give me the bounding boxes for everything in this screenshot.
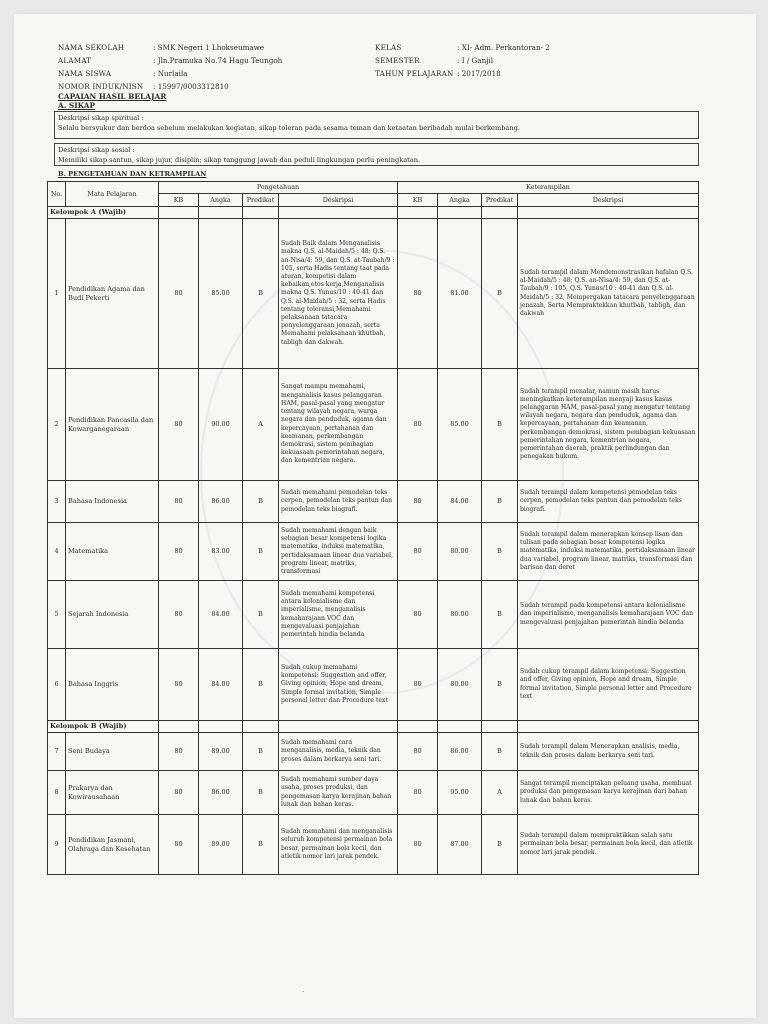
info-value: : SMK Negeri 1 Lhokseumawe: [153, 43, 265, 52]
footer-mark: .: [302, 985, 305, 994]
angka-keterampilan: 87.00: [438, 815, 482, 875]
row-number: 1: [48, 219, 66, 369]
kb-pengetahuan: 80: [159, 771, 199, 815]
kb-pengetahuan: 80: [159, 733, 199, 771]
angka-keterampilan: 86.00: [438, 733, 482, 771]
deskripsi-pengetahuan: Sudah memahami dan menganalisis seluruh kompetensi permainan bola besar, permainan bola kecil, dan atletik nomor lari jarak pendek.: [279, 815, 398, 875]
info-value: : Nurlaila: [153, 69, 188, 78]
subject-name: Pendidikan Agama dan Budi Pekerti: [66, 219, 159, 369]
subject-name: Bahasa Inggris: [66, 649, 159, 721]
grades-table: [47, 181, 699, 875]
info-row: [58, 41, 282, 54]
info-row: [375, 41, 550, 54]
info-value: : Jln.Pramuka No.74 Hagu Teungoh: [153, 56, 283, 65]
kb-keterampilan: 80: [398, 581, 438, 649]
sikap-heading: A. SIKAP: [58, 101, 96, 110]
kb-keterampilan: 80: [398, 649, 438, 721]
predikat-keterampilan: B: [482, 581, 518, 649]
subject-name: Pendidikan Jasmani, Olahraga dan Kesehatan: [66, 815, 159, 875]
info-row: [58, 54, 282, 67]
subject-row: [48, 369, 699, 481]
predikat-pengetahuan: B: [243, 815, 279, 875]
info-row: [375, 67, 550, 80]
kb-pengetahuan: 80: [159, 523, 199, 581]
info-row: [58, 67, 282, 80]
deskripsi-keterampilan: Sudah terampil dalam menerapkan konsep lisan dan tulisan pada sebagian besar kompetensi logika matematika, induksi matematika, pertidaksamaan linear dua variabel, program linear, matriks, transformasi dan barisan dan deret: [518, 523, 699, 581]
info-value: : 2017/2018: [457, 69, 501, 78]
predikat-keterampilan: B: [482, 523, 518, 581]
info-label: NOMOR INDUK/NISN: [58, 82, 144, 91]
angka-pengetahuan: 89.00: [199, 815, 243, 875]
student-info-right: [375, 41, 550, 80]
info-value: : XI- Adm. Perkantoran- 2: [457, 43, 550, 52]
predikat-keterampilan: B: [482, 649, 518, 721]
kb-pengetahuan: 80: [159, 481, 199, 523]
angka-pengetahuan: 85.00: [199, 219, 243, 369]
kb-pengetahuan: 80: [159, 219, 199, 369]
kb-pengetahuan: 80: [159, 649, 199, 721]
subject-name: Prakarya dan Kewirausahaan: [66, 771, 159, 815]
deskripsi-pengetahuan: Sudah memahami kompetensi antara kolonialisme dan imperialisme, menganalisis kemaharajaan VOC dan mengevaluasi penjajahan pemerintah hindia belanda: [279, 581, 398, 649]
deskripsi-keterampilan: Sangat terampil menciptakan peluang usaha, membuat produksi dan pengemasan karya kerajinan dari bahan lunak dan bahan keras.: [518, 771, 699, 815]
kb-keterampilan: 80: [398, 733, 438, 771]
info-label: SEMESTER: [375, 56, 420, 65]
subject-row: [48, 815, 699, 875]
row-number: 7: [48, 733, 66, 771]
kb-pengetahuan: 80: [159, 369, 199, 481]
subject-row: [48, 219, 699, 369]
angka-keterampilan: 80.00: [438, 649, 482, 721]
kb-pengetahuan: 80: [159, 815, 199, 875]
predikat-keterampilan: B: [482, 369, 518, 481]
sosial-label: Deskripsi sikap sosial :: [58, 146, 135, 154]
predikat-keterampilan: A: [482, 771, 518, 815]
header-predikat: Predikat: [243, 194, 279, 207]
predikat-pengetahuan: B: [243, 581, 279, 649]
sosial-text: Memiliki sikap santun, sikap jujur, disiplin; sikap tanggung jawab dan peduli lingkungan perlu peningkatan.: [58, 156, 421, 164]
info-label: ALAMAT: [58, 56, 92, 65]
header-predikat: Predikat: [482, 194, 518, 207]
header-angka: Angka: [438, 194, 482, 207]
predikat-pengetahuan: A: [243, 369, 279, 481]
subject-row: [48, 581, 699, 649]
group-row: [48, 207, 699, 219]
student-info-left: [58, 41, 282, 93]
deskripsi-pengetahuan: Sudah memahami sumber daya usaha, proses produksi, dan pengemasan karya kerajinan bahan lunak dan bahan keras.: [279, 771, 398, 815]
subject-name: Seni Budaya: [66, 733, 159, 771]
group-row: [48, 721, 699, 733]
kb-pengetahuan: 80: [159, 581, 199, 649]
kb-keterampilan: 80: [398, 219, 438, 369]
angka-pengetahuan: 84.00: [199, 649, 243, 721]
row-number: 3: [48, 481, 66, 523]
predikat-pengetahuan: B: [243, 481, 279, 523]
row-number: 4: [48, 523, 66, 581]
deskripsi-keterampilan: Sudah terampil dalam Mendemonstrasikan hafalan Q.S. al-Maidah/5 : 48; Q.S. an-Nisa/4: 59, dan Q.S. at-Taubah/9 : 105, Q.S. Yunus/10 : 40-41 dan Q.S. al-Maidah/5 : 32, Mempergakan tatacara penyelenggaraan jenazah, Serta Mempraktekkan khutbah, tabligh, dan dakwah: [518, 219, 699, 369]
kb-keterampilan: 80: [398, 771, 438, 815]
deskripsi-pengetahuan: Sangat mampu memahami, menganalisis kasus pelanggaran HAM, pasal-pasal yang mengatur tentang wilayah negara, warga negara dan penduduk, agama dan kepercayaan, pertahanan dan keamanan, perkembangan demokrasi, sistem pembagian kekuasaan pemerintahan negara, dan kementrian negara.: [279, 369, 398, 481]
subject-name: Matematika: [66, 523, 159, 581]
predikat-keterampilan: B: [482, 815, 518, 875]
subject-row: [48, 733, 699, 771]
angka-pengetahuan: 86.00: [199, 481, 243, 523]
angka-pengetahuan: 89.00: [199, 733, 243, 771]
deskripsi-keterampilan: Sudah terampil menalar, namun masih harus meningkatkan keterampilan menyaji kasus kasus pelanggaran HAM, pasal-pasal yang mengatur tentang wilayah negara, negara dan penduduk, agama dan kepercayaan, pertahanan dan keamanan, perkembangan demokrasi, sistem pembagian kekuasaan pemerintahan negara, kementrian negara, pemerintahan daerah, praktik perlindungan dan penegakan hukum.: [518, 369, 699, 481]
angka-keterampilan: 85.00: [438, 369, 482, 481]
subject-name: Sejarah Indonesia: [66, 581, 159, 649]
deskripsi-pengetahuan: Sudah memahami dengan baik sebagian besar kompetensi logika matematika, induksi matematika, pertidaksamaan linear dua variabel, program linear, matriks, transformasi: [279, 523, 398, 581]
header-no: No.: [48, 182, 66, 207]
subject-row: [48, 523, 699, 581]
info-label: NAMA SISWA: [58, 69, 112, 78]
group-label: Kelompok A (Wajib): [48, 207, 159, 219]
deskripsi-keterampilan: Sudah terampil dalam Menerapkan analisis, media, teknik dan proses dalam berkarya seni tari.: [518, 733, 699, 771]
subject-name: Bahasa Indonesia: [66, 481, 159, 523]
deskripsi-keterampilan: Sudah cukup terampil dalam kompetensi: Suggestion and offer, Giving opinion, Hope and dream, Simple formal invitation, Simple personal letter and Procedure text: [518, 649, 699, 721]
deskripsi-pengetahuan: Sudah cukup memahami kompetensi: Suggestion and offer, Giving opinion, Hope and dream, Simple formal invitation, Simple personal letter dan Procedure text: [279, 649, 398, 721]
angka-keterampilan: 81.00: [438, 219, 482, 369]
angka-pengetahuan: 86.00: [199, 771, 243, 815]
deskripsi-keterampilan: Sudah terampil pada kompetensi antara kolonialisme dan imperialisme, menganalisis kemaharajaan VOC dan mengevaluasi penjajahan pemerintah hindia belanda: [518, 581, 699, 649]
deskripsi-pengetahuan: Sudah Baik dalam Menganalisis makna Q.S. al-Maidah/5 : 48; Q.S. an-Nisa/4: 59, dan Q.S. at-Taubah/9 : 105, serta Hadis tentang taat pada aturan, kompetisi dalam kebaikan,etos kerja,Menganalisis makna Q.S. Yunus/10 : 40-41 dan Q.S. al-Maidah/5 : 32, serta Hadis tentang toleransi,Memahami pelaksanaan tatacara penyelenggaraan jenazah, serta Memahami pelaksanaan khutbah, tabligh dan dakwah.: [279, 219, 398, 369]
row-number: 9: [48, 815, 66, 875]
header-kb: KB: [398, 194, 438, 207]
section-b-heading: B. PENGETAHUAN DAN KETRAMPILAN: [58, 170, 207, 178]
header-keterampilan: Keterampilan: [398, 182, 699, 194]
info-row: [375, 54, 550, 67]
info-value: : 15997/0003312810: [153, 82, 229, 91]
angka-keterampilan: 80.00: [438, 523, 482, 581]
kb-keterampilan: 80: [398, 369, 438, 481]
angka-keterampilan: 80.00: [438, 581, 482, 649]
header-pengetahuan: Pengetahuan: [159, 182, 398, 194]
info-value: : I / Ganjil: [457, 56, 494, 65]
predikat-pengetahuan: B: [243, 649, 279, 721]
predikat-pengetahuan: B: [243, 523, 279, 581]
kb-keterampilan: 80: [398, 481, 438, 523]
angka-pengetahuan: 83.00: [199, 523, 243, 581]
spiritual-text: Selalu bersyukur dan berdoa sebelum melakukan kegiatan, sikap toleran pada sesama teman dan ketaatan beribadah mulai berkembang.: [58, 124, 520, 132]
deskripsi-pengetahuan: Sudah memahami cara menganalisis, media, teknik dan proses dalam berkarya seni tari.: [279, 733, 398, 771]
spiritual-label: Deskripsi sikap spiritual :: [58, 114, 144, 122]
deskripsi-keterampilan: Sudah terampil dalam mempraktikkan salah satu permainan bola besar, permainan bola kecil, dan atletik nomor lari jarak pendek.: [518, 815, 699, 875]
row-number: 5: [48, 581, 66, 649]
angka-keterampilan: 95.00: [438, 771, 482, 815]
subject-name: Pendidikan Pancasila dan Kewarganegaraan: [66, 369, 159, 481]
deskripsi-pengetahuan: Sudah memahami pemodelan teks cerpen, pemodelan teks pantun dan pemodelan teks biografi.: [279, 481, 398, 523]
predikat-keterampilan: B: [482, 481, 518, 523]
header-deskripsi: Deskripsi: [279, 194, 398, 207]
subject-row: [48, 481, 699, 523]
angka-keterampilan: 84.00: [438, 481, 482, 523]
info-label: TAHUN PELAJARAN: [375, 69, 454, 78]
info-label: NAMA SEKOLAH: [58, 43, 125, 52]
row-number: 2: [48, 369, 66, 481]
group-label: Kelompok B (Wajib): [48, 721, 159, 733]
predikat-keterampilan: B: [482, 733, 518, 771]
predikat-pengetahuan: B: [243, 733, 279, 771]
angka-pengetahuan: 84.00: [199, 581, 243, 649]
row-number: 6: [48, 649, 66, 721]
header-mata-pelajaran: Mata Pelajaran: [66, 182, 159, 207]
subject-row: [48, 771, 699, 815]
sosial-box: [54, 143, 699, 166]
subject-row: [48, 649, 699, 721]
deskripsi-keterampilan: Sudah terampil dalam kompetensi pemodelan teks cerpen, pemodelan teks pantun dan pemodelan teks biografi.: [518, 481, 699, 523]
angka-pengetahuan: 90.00: [199, 369, 243, 481]
header-deskripsi: Deskripsi: [518, 194, 699, 207]
predikat-keterampilan: B: [482, 219, 518, 369]
spiritual-box: [54, 111, 699, 139]
predikat-pengetahuan: B: [243, 219, 279, 369]
predikat-pengetahuan: B: [243, 771, 279, 815]
header-kb: KB: [159, 194, 199, 207]
row-number: 8: [48, 771, 66, 815]
header-angka: Angka: [199, 194, 243, 207]
kb-keterampilan: 80: [398, 815, 438, 875]
capaian-heading: CAPAIAN HASIL BELAJAR: [58, 92, 167, 101]
info-label: KELAS: [375, 43, 402, 52]
kb-keterampilan: 80: [398, 523, 438, 581]
